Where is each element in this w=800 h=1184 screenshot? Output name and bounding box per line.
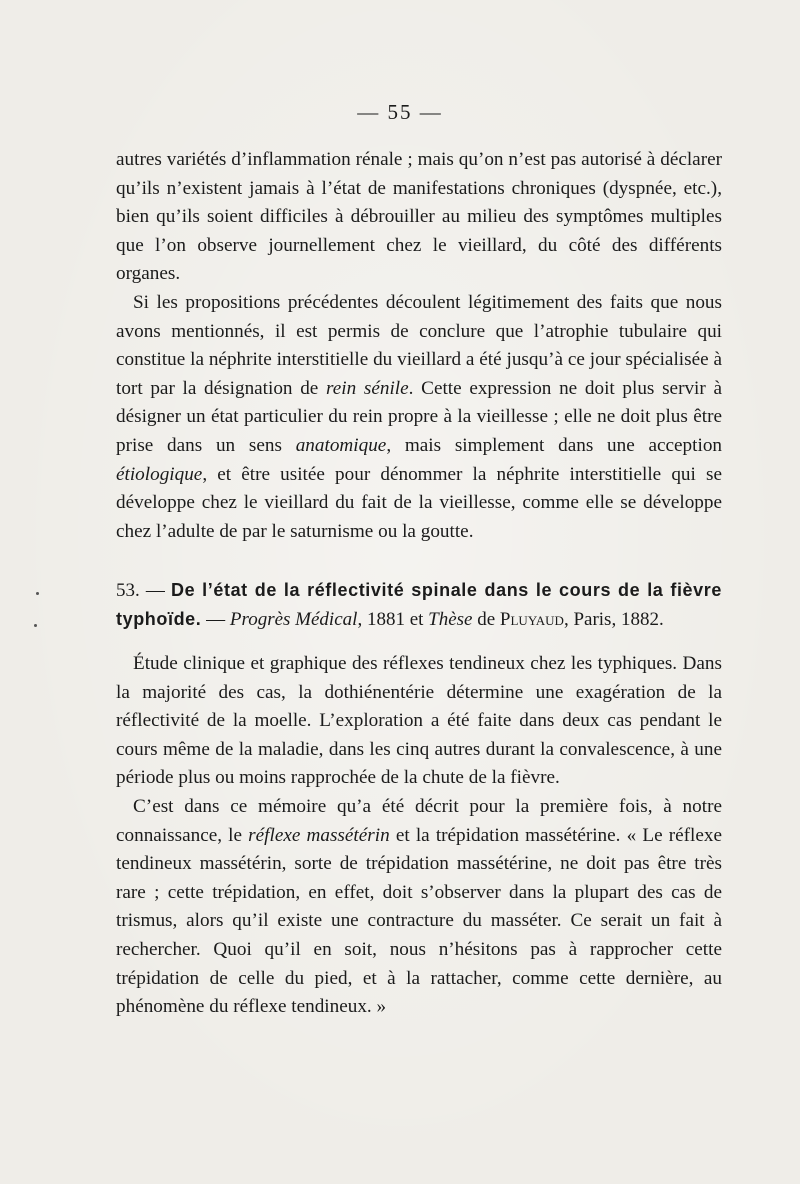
thesis-label: Thèse [428, 609, 473, 630]
entry-dash: — [201, 609, 230, 630]
paragraph-conclusion [116, 289, 722, 546]
text-block-reflexes [116, 650, 722, 1022]
entry-number: 53. — [116, 580, 171, 601]
term-etiologique: étiologique [116, 463, 203, 485]
entry-year: , 1881 et [357, 609, 429, 630]
entry-place-year: , Paris, 1882. [563, 609, 664, 630]
journal-title: Progrès Médical [229, 609, 358, 630]
text-run: et la trépidation massétérine. « Le réflexe tendineux massétérin, sorte de trépidation massétérine, ne doit pas être très rare ; cette trépidation, en effet, doit s’observer dans la plupart des cas de trismus, alors qu’il existe une contracture du masséter. Ce serait un fait à rechercher. Quoi qu’il en soit, nous n’hésitons pas à rapprocher cette trépidation de celle du pied, et à la rattacher, comme cette dernière, au phénomène du réflexe tendineux. » [116, 824, 722, 1018]
text-run: , mais simplement dans une acception [386, 434, 723, 456]
entry-heading-53 [116, 576, 722, 634]
text-run: Si les propositions précédentes découlent légitimement des faits que nous avons mentionnés, il est permis de conclure que l’atrophie tubulaire qui constitue la néphrite interstitielle du vieillard a été jusqu’à ce jour spécialisée à tort par la désignation de [116, 291, 722, 399]
ink-speck [34, 624, 37, 627]
page-number: — 55 — [357, 100, 443, 124]
term-reflexe-masseterin: réflexe massétérin [248, 824, 390, 846]
paragraph-clinical-study: Étude clinique et graphique des réflexes tendineux chez les typhiques. Dans la majorité des cas, la dothiénentérie détermine une exagération de la réflectivité de la moelle. L’exploration a été faite dans deux cas pendant le cours même de la maladie, dans les cinq autres durant la convalescence, à une période plus ou moins rapprochée de la chute de la fièvre. [116, 653, 722, 789]
author-name: Pluyaud [499, 609, 564, 630]
entry-de: de [472, 609, 500, 630]
text-run: . Cette expression ne doit plus servir à désigner un état particulier du rein propre à la vieillesse ; elle ne doit plus être prise dans un sens [116, 377, 722, 456]
term-rein-senile: rein sénile [326, 377, 409, 399]
text-block-renal [116, 146, 722, 546]
entry-title: De l’état de la réflectivité spinale dans le cours de la fièvre typhoïde. [116, 580, 722, 629]
text-run: C’est dans ce mémoire qu’a été décrit pour la première fois, à notre connaissance, le [116, 795, 722, 846]
term-anatomique: anatomique [295, 434, 387, 456]
paragraph-masseter-reflex [116, 793, 722, 1022]
ink-speck [36, 592, 39, 595]
text-run: , et être usitée pour dénommer la néphrite interstitielle qui se développe chez le vieillard du fait de la vieillesse, comme elle se développe chez l’adulte de par le saturnisme ou la goutte. [116, 463, 722, 542]
paragraph-inflammation: autres variétés d’inflammation rénale ; mais qu’on n’est pas autorisé à déclarer qu’ils n’existent jamais à l’état de manifestations chroniques (dyspnée, etc.), bien qu’ils soient difficiles à débrouiller au milieu des symptômes multiples que l’on observe journellement chez le vieillard, du côté des différents organes. [116, 149, 722, 285]
